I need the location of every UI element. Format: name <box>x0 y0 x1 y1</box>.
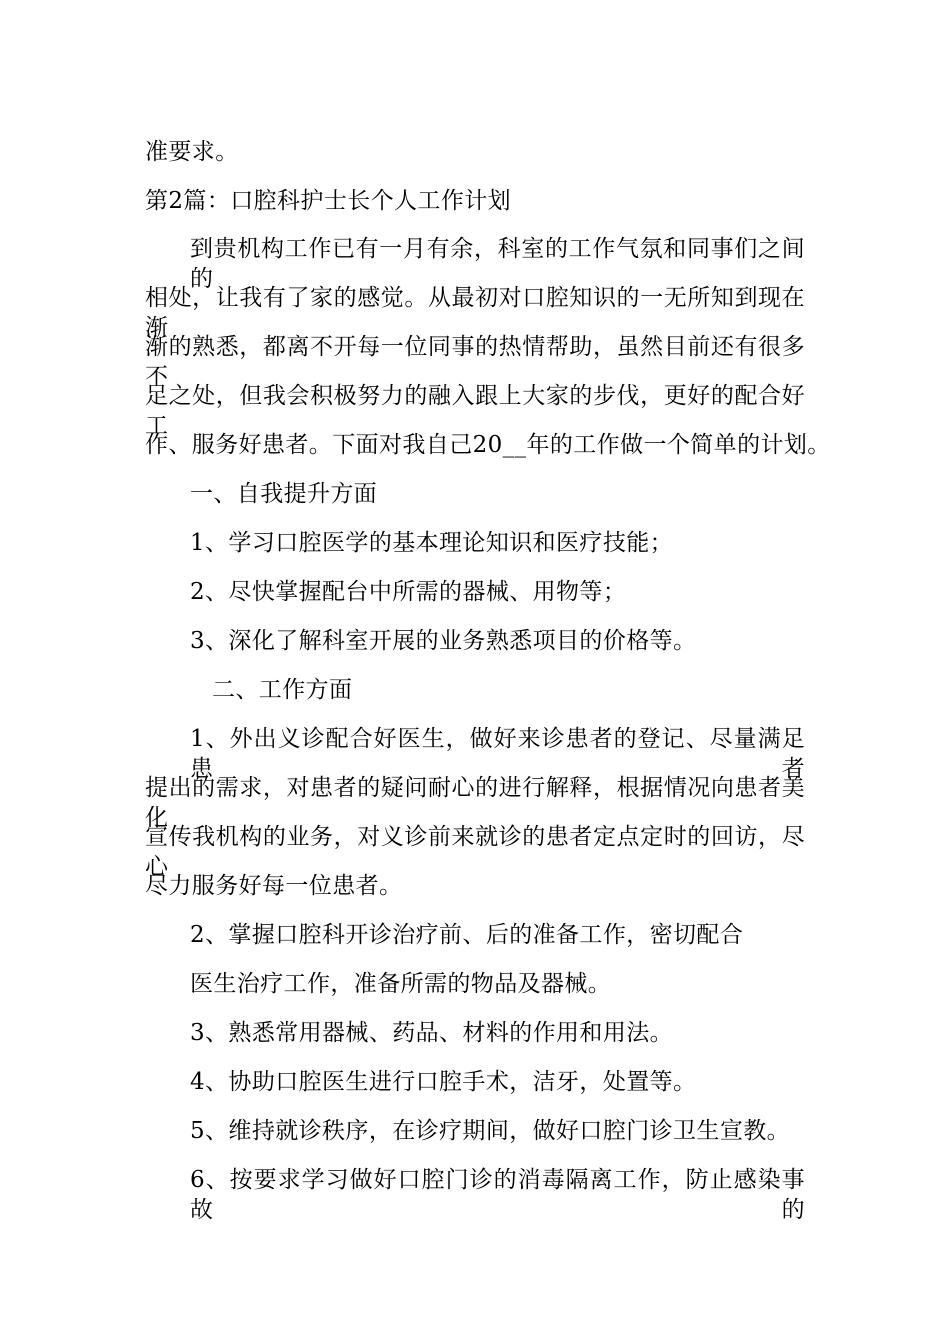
list-item: 5、维持就诊秩序，在诊疗期间，做好口腔门诊卫生宣教。 <box>190 1118 791 1144</box>
paragraph-line: 相处，让我有了家的感觉。从最初对口腔知识的一无所知到现在渐 <box>145 285 805 341</box>
list-item: 3、熟悉常用器械、药品、材料的作用和用法。 <box>190 1020 674 1046</box>
text-line: 准要求。 <box>145 139 239 165</box>
subsection-heading: 一、自我提升方面 <box>190 481 378 507</box>
list-item-continuation: 医生治疗工作，准备所需的物品及器械。 <box>190 971 612 997</box>
list-item: 4、协助口腔医生进行口腔手术，洁牙，处置等。 <box>190 1069 697 1095</box>
list-item: 2、尽快掌握配台中所需的器械、用物等； <box>190 579 627 605</box>
paragraph-line: 到贵机构工作已有一月有余，科室的工作气氛和同事们之间的 <box>190 236 805 292</box>
paragraph-line: 作、服务好患者。下面对我自己20__年的工作做一个简单的计划。 <box>145 432 831 458</box>
list-item: 2、掌握口腔科开诊治疗前、后的准备工作，密切配合 <box>190 922 744 948</box>
list-item-continuation: 提出的需求，对患者的疑问耐心的进行解释，根据情况向患者美化 <box>145 775 805 831</box>
list-item: 6、按要求学习做好口腔门诊的消毒隔离工作，防止感染事故的 <box>190 1167 805 1223</box>
list-item-continuation: 宣传我机构的业务，对义诊前来就诊的患者定点定时的回访，尽心 <box>145 824 805 880</box>
list-item: 1、学习口腔医学的基本理论知识和医疗技能； <box>190 530 674 556</box>
list-item: 3、深化了解科室开展的业务熟悉项目的价格等。 <box>190 628 697 654</box>
paragraph-line: 足之处，但我会积极努力的融入跟上大家的步伐，更好的配合好工 <box>145 383 805 439</box>
paragraph-line: 渐的熟悉，都离不开每一位同事的热情帮助，虽然目前还有很多不 <box>145 334 805 390</box>
list-item: 1、外出义诊配合好医生，做好来诊患者的登记、尽量满足患者 <box>190 726 805 782</box>
section-heading: 第2篇：口腔科护士长个人工作计划 <box>145 188 512 214</box>
subsection-heading: 二、工作方面 <box>212 677 353 703</box>
list-item-continuation: 尽力服务好每一位患者。 <box>145 873 403 899</box>
